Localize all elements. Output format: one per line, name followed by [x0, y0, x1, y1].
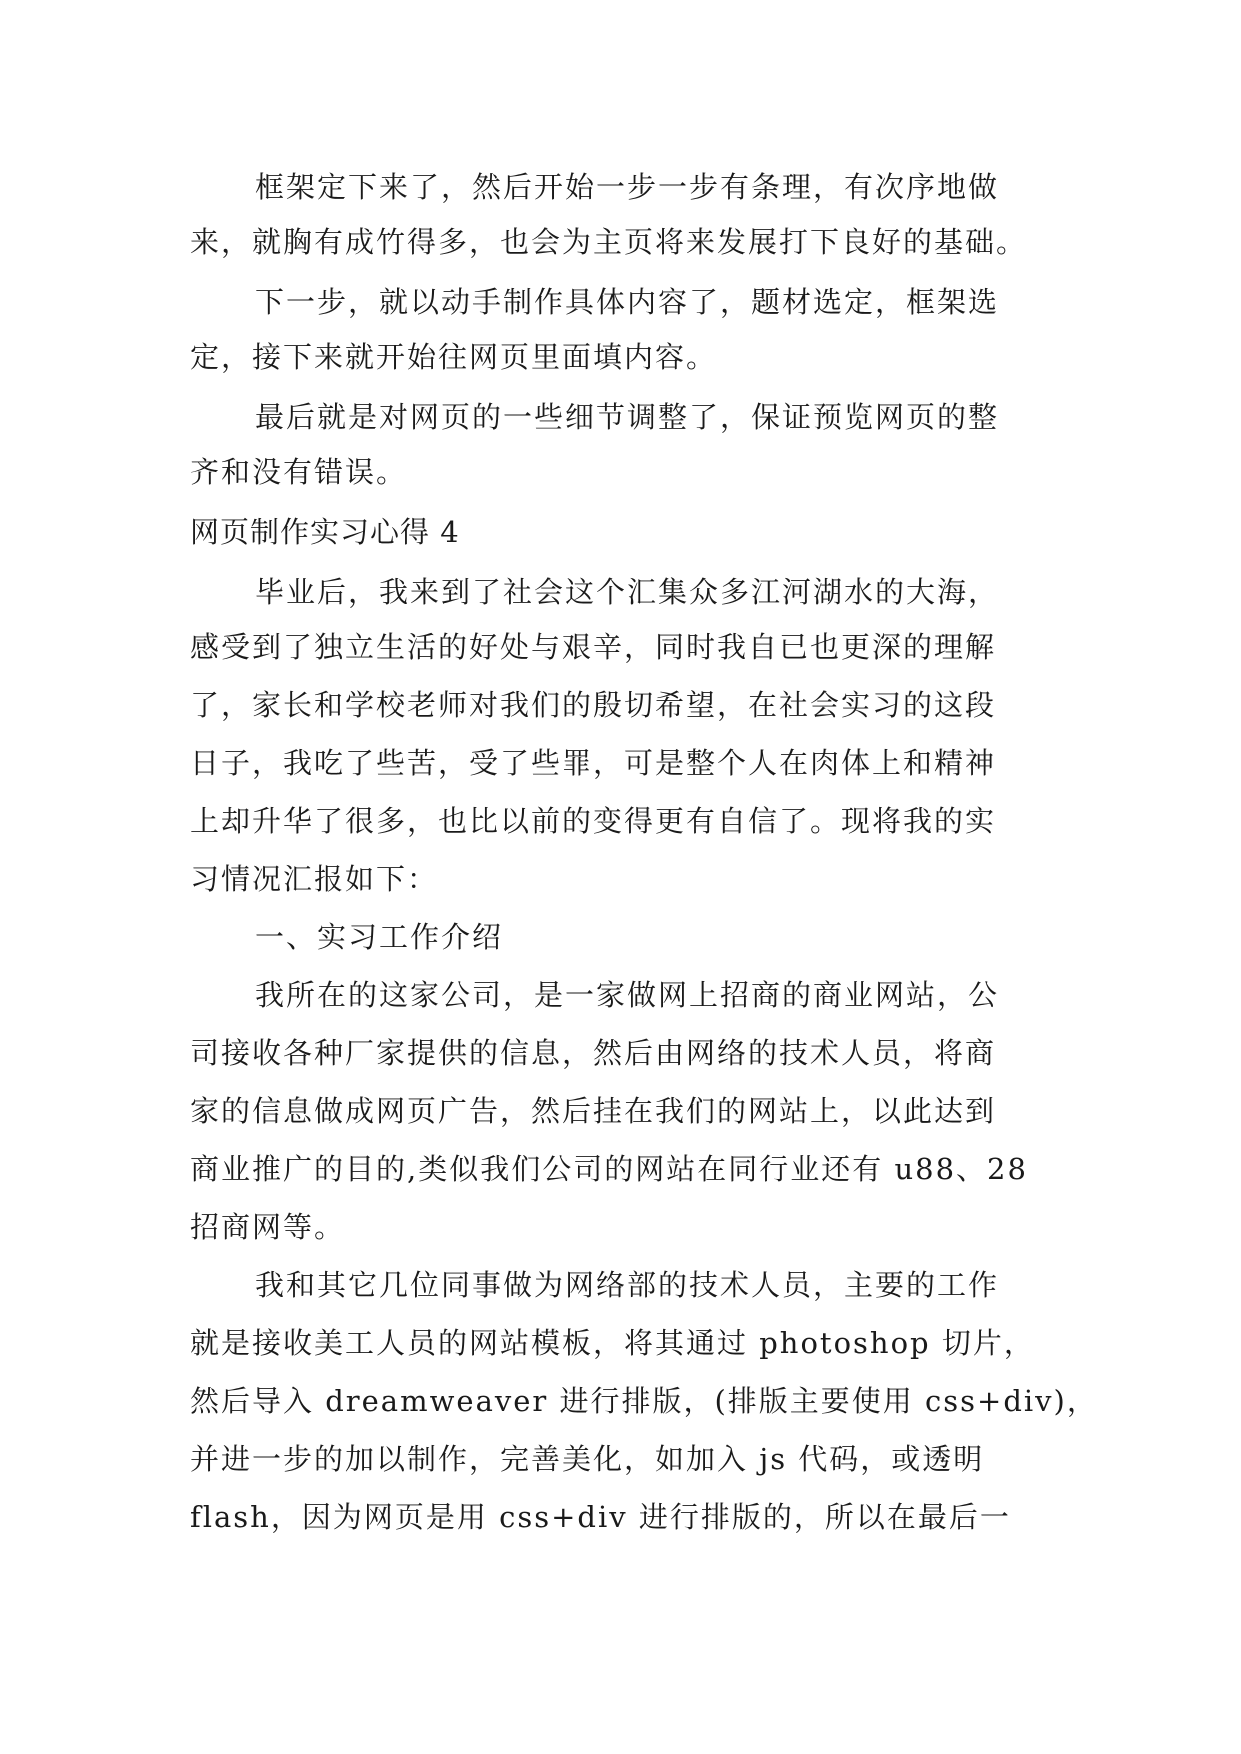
paragraph-line: 上却升华了很多，也比以前的变得更有自信了。现将我的实	[190, 804, 997, 838]
paragraph-line: 齐和没有错误。	[190, 455, 408, 489]
paragraph-line: 习情况汇报如下：	[190, 862, 439, 896]
paragraph-line: flash，因为网页是用 css+div 进行排版的，所以在最后一	[190, 1500, 1011, 1534]
section-title: 网页制作实习心得 4	[190, 515, 460, 549]
paragraph-line: 并进一步的加以制作，完善美化，如加入 js 代码，或透明	[190, 1442, 985, 1476]
paragraph-line: 日子，我吃了些苦，受了些罪，可是整个人在肉体上和精神	[190, 746, 997, 780]
paragraph-line: 司接收各种厂家提供的信息，然后由网络的技术人员，将商	[190, 1036, 997, 1070]
paragraph-line: 来，就胸有成竹得多，也会为主页将来发展打下良好的基础。	[190, 225, 1028, 259]
paragraph-line: 家的信息做成网页广告，然后挂在我们的网站上，以此达到	[190, 1094, 997, 1128]
paragraph-line: 商业推广的目的,类似我们公司的网站在同行业还有 u88、28	[190, 1152, 1028, 1186]
paragraph-line: 招商网等。	[190, 1210, 346, 1244]
paragraph-line: 毕业后，我来到了社会这个汇集众多江河湖水的大海，	[255, 575, 1000, 609]
paragraph-line: 了，家长和学校老师对我们的殷切希望，在社会实习的这段	[190, 688, 997, 722]
paragraph-line: 就是接收美工人员的网站模板，将其通过 photoshop 切片，	[190, 1326, 1035, 1360]
paragraph-line: 然后导入 dreamweaver 进行排版，(排版主要使用 css+div)，	[190, 1384, 1098, 1418]
paragraph-line: 下一步，就以动手制作具体内容了，题材选定，框架选	[255, 285, 1000, 319]
paragraph-line: 最后就是对网页的一些细节调整了，保证预览网页的整	[255, 400, 1000, 434]
paragraph-line: 感受到了独立生活的好处与艰辛，同时我自已也更深的理解	[190, 630, 997, 664]
paragraph-line: 我所在的这家公司，是一家做网上招商的商业网站，公	[255, 978, 1000, 1012]
paragraph-line: 我和其它几位同事做为网络部的技术人员，主要的工作	[255, 1268, 1000, 1302]
subsection-heading: 一、实习工作介绍	[255, 920, 504, 954]
paragraph-line: 框架定下来了，然后开始一步一步有条理，有次序地做	[255, 170, 1000, 204]
paragraph-line: 定，接下来就开始往网页里面填内容。	[190, 340, 718, 374]
